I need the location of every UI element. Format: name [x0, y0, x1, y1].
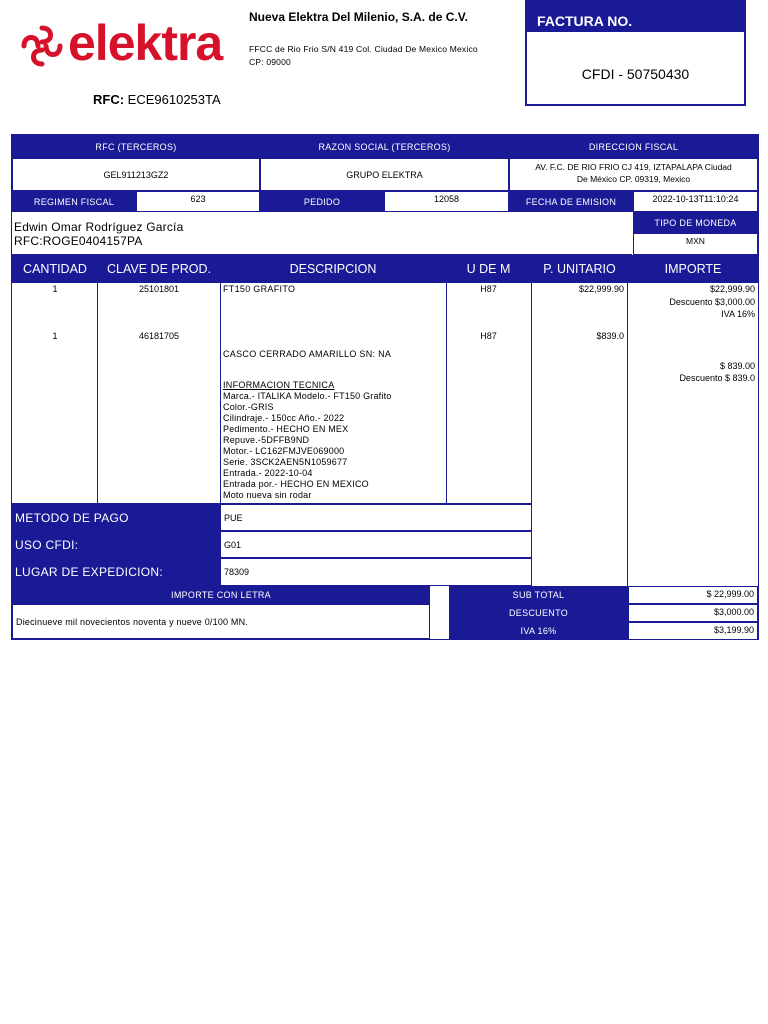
uso-cfdi-value: G01 — [220, 531, 532, 558]
tipo-moneda-label: TIPO DE MONEDA — [633, 212, 758, 233]
direccion-line1: AV. F.C. DE RIO FRIO CJ 419, IZTAPALAPA Ciudad — [535, 162, 732, 172]
col-clave-header: CLAVE DE PROD. — [98, 255, 220, 283]
tech-line: Serie. 3SCK2AEN5N1059677 — [223, 457, 348, 467]
invoice-number: CFDI - 50750430 — [581, 66, 690, 82]
regimen-fiscal-value: 623 — [136, 191, 260, 212]
row1-udem: H87 — [480, 284, 497, 294]
tipo-moneda-value: MXN — [633, 233, 758, 255]
tech-line: Moto nueva sin rodar — [223, 490, 312, 500]
col-udem-header: U DE M — [446, 255, 531, 283]
pedido-value: 12058 — [384, 191, 509, 212]
lugar-expedicion-value: 78309 — [220, 558, 532, 586]
col-descripcion-header: DESCRIPCION — [220, 255, 446, 283]
row1-clave: 25101801 — [138, 284, 180, 294]
company-name: Nueva Elektra Del Milenio, S.A. de C.V. — [249, 10, 468, 24]
tech-line: Color.-GRIS — [223, 402, 274, 412]
row1-iva: IVA 16% — [721, 309, 755, 319]
rfc-terceros-value: GEL911213GZ2 — [12, 158, 260, 191]
invoice-box — [525, 0, 746, 106]
tech-line: Repuve.-5DFFB9ND — [223, 435, 310, 445]
row1-cantidad: 1 — [52, 284, 58, 294]
customer-name: Edwin Omar Rodríguez García — [14, 220, 184, 234]
tech-info-list — [223, 391, 392, 501]
col-divider — [627, 283, 628, 586]
tech-line: Entrada.- 2022-10-04 — [223, 468, 313, 478]
uso-cfdi-label: USO CFDI: — [12, 531, 220, 558]
row1-precio: $22,999.90 — [578, 284, 624, 294]
subtotal-label: SUB TOTAL — [512, 590, 565, 600]
importe-letra-label: IMPORTE CON LETRA — [12, 586, 430, 604]
col-cantidad-header: CANTIDAD — [12, 255, 98, 283]
col-divider — [220, 283, 221, 504]
row1-descripcion: FT150 GRAFITO — [223, 284, 296, 294]
col-punitario-header: P. UNITARIO — [531, 255, 628, 283]
razon-social-value: GRUPO ELEKTRA — [260, 158, 509, 191]
razon-social-header: RAZON SOCIAL (TERCEROS) — [260, 135, 509, 158]
lugar-expedicion-label: LUGAR DE EXPEDICION: — [12, 558, 220, 586]
fecha-emision-value: 2022-10-13T11:10:24 — [633, 191, 758, 212]
tech-info-title: INFORMACION TECNICA — [223, 380, 335, 390]
subtotal-value: $ 22,999.00 — [628, 586, 758, 604]
company-address-line2: CP: 09000 — [249, 57, 291, 67]
company-rfc-value: ECE9610253TA — [127, 92, 221, 107]
metodo-pago-value: PUE — [220, 504, 532, 531]
importe-letra-value: Diecinueve mil novecientos noventa y nueve 0/100 MN. — [12, 604, 430, 639]
regimen-fiscal-label: REGIMEN FISCAL — [12, 191, 136, 212]
col-divider — [97, 283, 98, 504]
row2-descripcion: CASCO CERRADO AMARILLO SN: NA — [223, 349, 392, 359]
direccion-line2: De México CP. 09319, Mexico — [576, 174, 691, 184]
direccion-fiscal-header: DIRECCION FISCAL — [509, 135, 758, 158]
company-rfc-label: RFC: — [93, 92, 125, 107]
elektra-logo — [18, 15, 243, 74]
elektra-wordmark: elektra — [68, 15, 223, 71]
customer-block — [12, 212, 632, 255]
iva-value: $3,199.90 — [628, 622, 758, 640]
tech-line: Motor.- LC162FMJVE069000 — [223, 446, 345, 456]
company-address-line1: FFCC de Rio Frio S/N 419 Col. Ciudad De Mexico Mexico — [249, 44, 478, 54]
invoice-title: FACTURA NO. — [527, 2, 744, 32]
elektra-swirl-icon — [18, 22, 66, 70]
row2-precio: $839.0 — [596, 331, 624, 341]
descuento-value: $3,000.00 — [628, 604, 758, 622]
direccion-fiscal-value — [509, 158, 758, 191]
col-importe-header: IMPORTE — [628, 255, 758, 283]
descuento-label: DESCUENTO — [508, 608, 569, 618]
row2-cantidad: 1 — [52, 331, 58, 341]
tech-line: Pedimento.- HECHO EN MEX — [223, 424, 349, 434]
col-divider — [446, 283, 447, 504]
tech-line: Marca.- ITALIKA Modelo.- FT150 Grafito — [223, 391, 392, 401]
tech-line: Cilindraje.- 150cc Año.- 2022 — [223, 413, 345, 423]
iva-label: IVA 16% — [520, 626, 557, 636]
company-rfc — [93, 92, 221, 107]
pedido-label: PEDIDO — [260, 191, 384, 212]
row2-descuento: Descuento $ 839.0 — [679, 373, 755, 383]
metodo-pago-label: METODO DE PAGO — [12, 504, 220, 531]
row1-importe: $22,999.90 — [709, 284, 755, 294]
row2-udem: H87 — [480, 331, 497, 341]
row2-importe: $ 839.00 — [719, 361, 755, 371]
row1-descuento: Descuento $3,000.00 — [669, 297, 755, 307]
tech-line: Entrada por.- HECHO EN MEXICO — [223, 479, 369, 489]
fecha-emision-label: FECHA DE EMISION — [509, 191, 633, 212]
row2-clave: 46181705 — [138, 331, 180, 341]
rfc-terceros-header: RFC (TERCEROS) — [12, 135, 260, 158]
customer-rfc: RFC:ROGE0404157PA — [14, 234, 143, 248]
